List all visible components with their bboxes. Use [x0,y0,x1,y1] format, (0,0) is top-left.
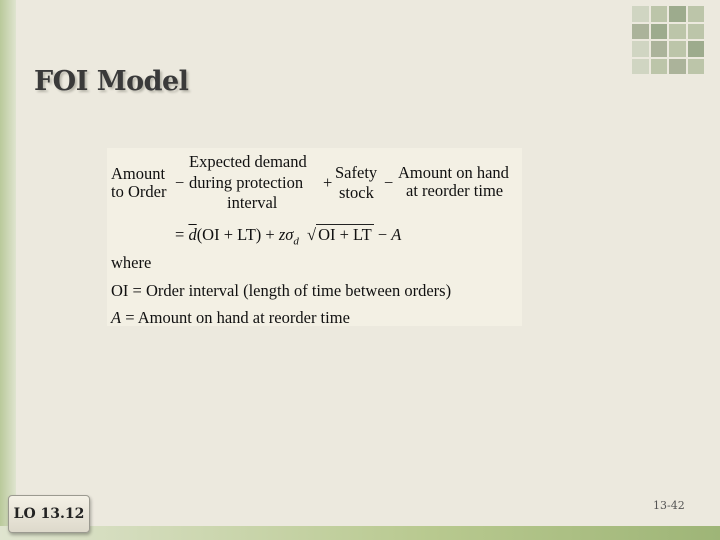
plus-sign-1: + [323,173,333,192]
slide-title: FOI Model [34,66,189,97]
formula-image [107,148,522,326]
page-number: 13-42 [653,499,685,512]
bottom-decor-band [0,526,720,540]
term2-line1: Safety [335,163,378,182]
term3-line2: at reorder time [406,181,504,200]
photo-collage-logo [632,6,704,74]
learning-objective-badge: LO 13.12 [8,495,90,533]
lhs-line2: to Order [111,182,167,201]
minus-sign-1: − [175,173,185,192]
equation-row [175,227,401,247]
definition-a [111,310,350,327]
d-bar: $\overline{d}$ [188,225,197,244]
definition-oi: OI = Order interval (length of time between orders) [111,281,452,300]
term3-line1: Amount on hand [398,163,509,182]
sigma-var: σ [285,225,294,244]
definition-a-var: A [111,308,122,327]
minus-sign-2: − [384,173,394,192]
equals-sign: = [175,225,185,244]
equation-part1: (OI + LT) + [196,225,279,244]
term1-line3: interval [227,193,278,212]
radicand: OI + LT [318,225,372,244]
A-var: A [391,225,402,244]
z-var: z [278,225,286,244]
sqrt-symbol: √ [307,225,317,244]
equation-minus: − [373,225,392,244]
lhs-line1: Amount [111,164,166,183]
term1-line1: Expected demand [189,152,307,171]
definition-a-text: = Amount on hand at reorder time [121,308,350,327]
term2-line2: stock [339,183,374,202]
term1-line2: during protection [189,173,304,192]
left-decor-band [0,0,16,540]
sigma-subscript: d [293,235,299,248]
where-label: where [111,253,152,272]
